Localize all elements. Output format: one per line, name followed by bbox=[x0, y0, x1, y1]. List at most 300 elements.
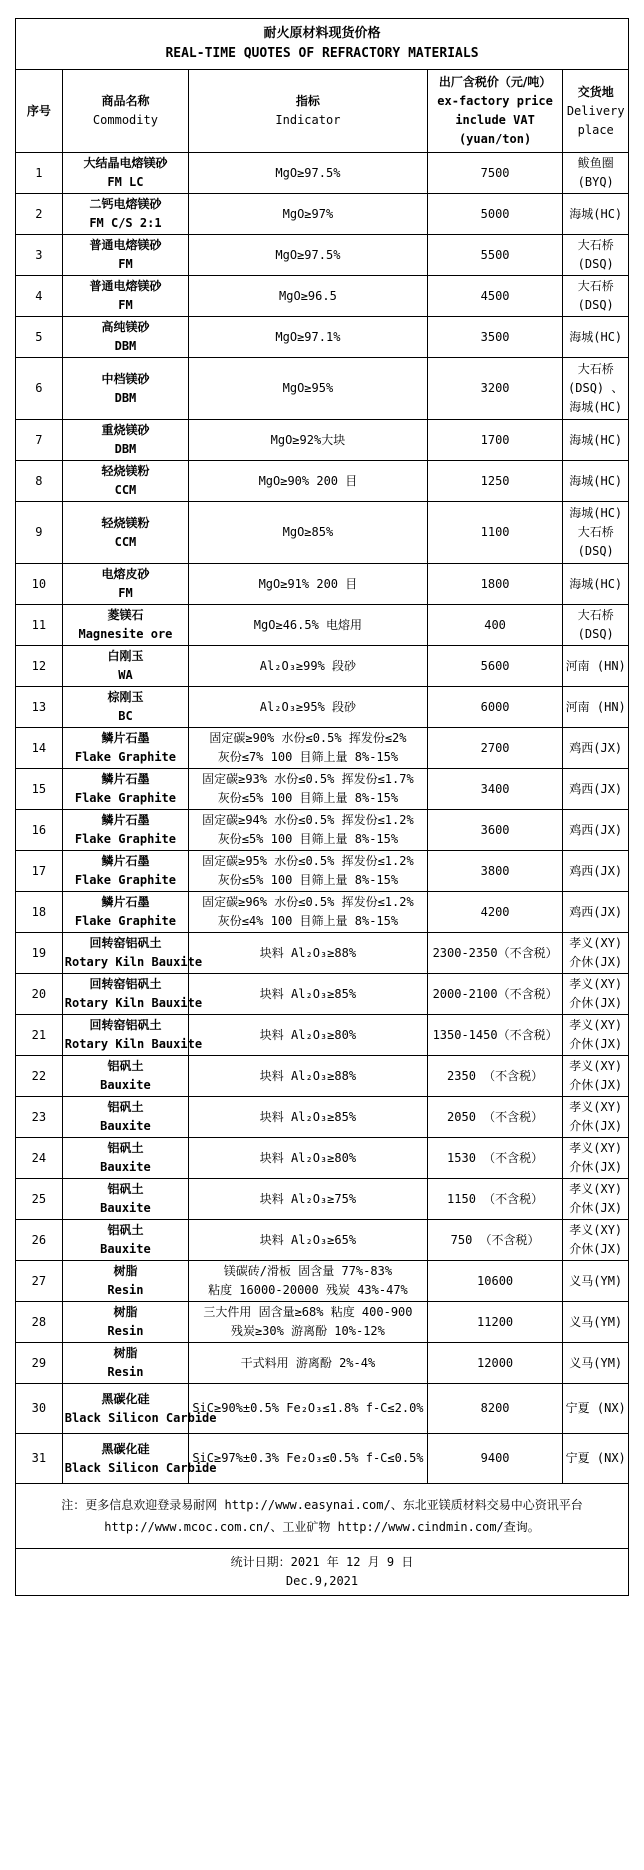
indicator-cell bbox=[189, 1343, 428, 1384]
header-delivery-line: Delivery bbox=[566, 103, 625, 118]
price-cell: 10600 bbox=[427, 1261, 563, 1302]
delivery-place-line: 海城(HC) bbox=[569, 400, 623, 414]
commodity-cell bbox=[62, 810, 188, 851]
indicator-line: 灰份≤4% 100 目筛上量 8%-15% bbox=[217, 914, 399, 928]
delivery-place-cell bbox=[563, 461, 629, 502]
commodity-cell bbox=[62, 461, 188, 502]
indicator-line: MgO≥85% bbox=[282, 525, 334, 539]
indicator-line: 灰份≤7% 100 目筛上量 8%-15% bbox=[217, 750, 399, 764]
indicator-line: 块料 Al₂O₃≥80% bbox=[259, 1150, 357, 1165]
commodity-name-cn: 高纯镁砂 bbox=[101, 320, 150, 334]
indicator-line: MgO≥92%大块 bbox=[270, 432, 346, 447]
row-number: 13 bbox=[16, 687, 63, 728]
delivery-place-line: 宁夏 (NX) bbox=[565, 1451, 626, 1465]
commodity-cell bbox=[62, 974, 203, 1015]
indicator-cell bbox=[189, 502, 428, 564]
delivery-place-line: 义马(YM) bbox=[569, 1273, 623, 1288]
delivery-place-line: 大石桥 bbox=[577, 238, 614, 252]
table-row bbox=[16, 1220, 629, 1261]
commodity-name-cn: 中档镁砂 bbox=[101, 371, 150, 386]
delivery-place-cell bbox=[563, 1384, 629, 1434]
delivery-place-line: 介休(JX) bbox=[569, 1201, 623, 1215]
indicator-cell bbox=[189, 1302, 428, 1343]
delivery-place-line: 大石桥 bbox=[577, 608, 614, 622]
indicator-cell bbox=[189, 1179, 428, 1220]
delivery-place-line: 鸡西(JX) bbox=[569, 863, 623, 878]
price-cell: 1150 （不含税） bbox=[427, 1179, 563, 1220]
row-number: 27 bbox=[16, 1261, 63, 1302]
price-cell: 5500 bbox=[427, 235, 563, 276]
delivery-place-cell bbox=[563, 194, 629, 235]
commodity-cell bbox=[62, 1138, 188, 1179]
table-row bbox=[16, 1261, 629, 1302]
row-number: 29 bbox=[16, 1343, 63, 1384]
delivery-place-line: 宁夏 (NX) bbox=[565, 1401, 626, 1415]
row-number: 31 bbox=[16, 1434, 63, 1484]
title-en: REAL-TIME QUOTES OF REFRACTORY MATERIALS bbox=[165, 46, 479, 61]
indicator-cell bbox=[189, 1138, 428, 1179]
commodity-name-cn: 铝矾土 bbox=[107, 1223, 144, 1237]
indicator-cell bbox=[189, 687, 428, 728]
table-row bbox=[16, 892, 629, 933]
delivery-place-line: 孝义(XY) bbox=[569, 1059, 623, 1073]
indicator-cell bbox=[189, 728, 428, 769]
commodity-name-en: Bauxite bbox=[100, 1242, 151, 1256]
price-cell: 4500 bbox=[427, 276, 563, 317]
commodity-cell bbox=[62, 1179, 188, 1220]
commodity-cell bbox=[62, 687, 188, 728]
price-cell: 5000 bbox=[427, 194, 563, 235]
commodity-cell bbox=[62, 728, 188, 769]
delivery-place-line: 义马(YM) bbox=[569, 1314, 623, 1329]
table-row bbox=[16, 728, 629, 769]
delivery-place-line: 海城(HC) bbox=[569, 206, 623, 221]
indicator-line: 固定碳≥93% 水份≤0.5% 挥发份≤1.7% bbox=[202, 772, 414, 786]
commodity-name-cn: 铝矾土 bbox=[107, 1100, 144, 1114]
commodity-cell bbox=[62, 892, 188, 933]
price-cell: 3800 bbox=[427, 851, 563, 892]
indicator-line: 块料 Al₂O₃≥65% bbox=[259, 1232, 357, 1247]
commodity-cell bbox=[62, 358, 188, 420]
price-cell: 11200 bbox=[427, 1302, 563, 1343]
delivery-place-line: 孝义(XY) bbox=[569, 936, 623, 950]
commodity-name-en: Flake Graphite bbox=[74, 914, 177, 928]
table-row bbox=[16, 646, 629, 687]
commodity-cell bbox=[62, 1261, 188, 1302]
table-row bbox=[16, 1097, 629, 1138]
commodity-name-en: FM LC bbox=[107, 175, 144, 189]
commodity-name-en: Resin bbox=[107, 1324, 144, 1338]
header-commodity bbox=[62, 70, 188, 153]
table-row bbox=[16, 1302, 629, 1343]
delivery-place-line: (DSQ) bbox=[577, 257, 614, 271]
indicator-line: Al₂O₃≥95% 段砂 bbox=[259, 699, 357, 714]
commodity-name-en: DBM bbox=[114, 390, 137, 405]
row-number: 7 bbox=[16, 420, 63, 461]
table-row bbox=[16, 1434, 629, 1484]
price-cell: 8200 bbox=[427, 1384, 563, 1434]
header-commodity-en: Commodity bbox=[92, 113, 158, 127]
table-row bbox=[16, 851, 629, 892]
row-number: 14 bbox=[16, 728, 63, 769]
indicator-cell bbox=[189, 1384, 428, 1434]
delivery-place-line: 鸡西(JX) bbox=[569, 822, 623, 837]
indicator-cell bbox=[189, 358, 428, 420]
commodity-name-en: Resin bbox=[107, 1283, 144, 1297]
header-price-line: include VAT bbox=[455, 113, 535, 127]
commodity-name-cn: 重烧镁砂 bbox=[101, 423, 150, 437]
delivery-place-cell bbox=[563, 646, 629, 687]
delivery-place-line: 孝义(XY) bbox=[569, 1100, 623, 1114]
delivery-place-cell bbox=[563, 153, 629, 194]
indicator-line: MgO≥90% 200 目 bbox=[258, 473, 358, 488]
header-commodity-cn: 商品名称 bbox=[101, 94, 150, 108]
delivery-place-cell bbox=[563, 1302, 629, 1343]
delivery-place-cell bbox=[563, 1138, 629, 1179]
commodity-name-en: Rotary Kiln Bauxite bbox=[64, 996, 203, 1010]
row-number: 15 bbox=[16, 769, 63, 810]
delivery-place-cell bbox=[563, 276, 629, 317]
commodity-name-cn: 鳞片石墨 bbox=[101, 895, 150, 909]
delivery-place-line: 介休(JX) bbox=[569, 1037, 623, 1051]
indicator-cell bbox=[189, 461, 428, 502]
price-cell: 1350-1450（不含税） bbox=[427, 1015, 563, 1056]
delivery-place-line: 海城(HC) bbox=[569, 432, 623, 447]
delivery-place-line: 大石桥 bbox=[577, 362, 614, 376]
row-number: 23 bbox=[16, 1097, 63, 1138]
price-cell: 1700 bbox=[427, 420, 563, 461]
header-indicator-cn: 指标 bbox=[295, 94, 320, 108]
indicator-cell bbox=[189, 892, 428, 933]
commodity-name-cn: 回转窑铝矾土 bbox=[89, 936, 162, 950]
commodity-name-cn: 鳞片石墨 bbox=[101, 854, 150, 868]
price-cell: 3600 bbox=[427, 810, 563, 851]
header-delivery bbox=[563, 70, 629, 153]
commodity-cell bbox=[62, 1015, 203, 1056]
indicator-cell bbox=[189, 1434, 428, 1484]
indicator-cell bbox=[189, 769, 428, 810]
header-indicator bbox=[189, 70, 428, 153]
indicator-cell bbox=[189, 420, 428, 461]
row-number: 21 bbox=[16, 1015, 63, 1056]
delivery-place-line: 河南 (HN) bbox=[565, 658, 626, 673]
delivery-place-line: 鸡西(JX) bbox=[569, 904, 623, 919]
commodity-name-en: Rotary Kiln Bauxite bbox=[64, 955, 203, 969]
price-cell: 1100 bbox=[427, 502, 563, 564]
commodity-name-en: Bauxite bbox=[100, 1160, 151, 1174]
row-number: 6 bbox=[16, 358, 63, 420]
delivery-place-line: 大石桥 bbox=[577, 279, 614, 293]
delivery-place-cell bbox=[563, 1261, 629, 1302]
indicator-line: 三大件用 固含量≥68% 粘度 400-900 bbox=[203, 1305, 413, 1319]
indicator-line: MgO≥97.5% bbox=[275, 165, 341, 180]
table-row bbox=[16, 1343, 629, 1384]
date-en: Dec.9,2021 bbox=[285, 1574, 359, 1588]
row-number: 30 bbox=[16, 1384, 63, 1434]
commodity-name-cn: 普通电熔镁砂 bbox=[89, 238, 162, 252]
delivery-place-cell bbox=[563, 1015, 629, 1056]
price-cell: 2000-2100（不含税） bbox=[427, 974, 563, 1015]
indicator-line: MgO≥91% 200 目 bbox=[258, 576, 358, 591]
row-number: 10 bbox=[16, 564, 63, 605]
delivery-place-cell bbox=[563, 317, 629, 358]
table-row bbox=[16, 810, 629, 851]
indicator-cell bbox=[189, 605, 428, 646]
row-number: 28 bbox=[16, 1302, 63, 1343]
commodity-cell bbox=[62, 1434, 217, 1484]
price-cell: 7500 bbox=[427, 153, 563, 194]
table-row bbox=[16, 687, 629, 728]
commodity-name-cn: 回转窑铝矾土 bbox=[89, 977, 162, 991]
commodity-name-cn: 轻烧镁粉 bbox=[101, 515, 150, 530]
row-number: 4 bbox=[16, 276, 63, 317]
commodity-cell bbox=[62, 1220, 188, 1261]
date-cn: 统计日期：2021 年 12 月 9 日 bbox=[230, 1555, 414, 1569]
commodity-cell bbox=[62, 851, 188, 892]
note-line: http://www.mcoc.com.cn/、工业矿物 http://www.cindmin.com/查询。 bbox=[104, 1520, 540, 1534]
indicator-line: MgO≥97% bbox=[282, 206, 334, 221]
indicator-cell bbox=[189, 153, 428, 194]
indicator-cell bbox=[189, 276, 428, 317]
indicator-line: 灰份≤5% 100 目筛上量 8%-15% bbox=[217, 873, 399, 887]
row-number: 19 bbox=[16, 933, 63, 974]
table-row bbox=[16, 153, 629, 194]
delivery-place-cell bbox=[563, 810, 629, 851]
price-cell: 1800 bbox=[427, 564, 563, 605]
delivery-place-line: 大石桥 bbox=[577, 525, 614, 539]
commodity-name-cn: 大结晶电熔镁砂 bbox=[83, 156, 168, 170]
row-number: 17 bbox=[16, 851, 63, 892]
header-no: 序号 bbox=[16, 70, 63, 153]
commodity-name-cn: 轻烧镁粉 bbox=[101, 464, 150, 478]
commodity-cell bbox=[62, 933, 203, 974]
commodity-name-en: Flake Graphite bbox=[74, 873, 177, 887]
row-number: 12 bbox=[16, 646, 63, 687]
delivery-place-line: 孝义(XY) bbox=[569, 1182, 623, 1196]
commodity-name-en: Resin bbox=[107, 1365, 144, 1379]
commodity-name-cn: 普通电熔镁砂 bbox=[89, 279, 162, 293]
delivery-place-line: (BYQ) bbox=[577, 175, 614, 189]
indicator-line: 块料 Al₂O₃≥80% bbox=[259, 1027, 357, 1042]
indicator-line: SiC≥97%±0.3% Fe₂O₃≤0.5% f-C≤0.5% bbox=[192, 1451, 424, 1465]
row-number: 5 bbox=[16, 317, 63, 358]
notes-row bbox=[16, 1484, 629, 1549]
indicator-cell bbox=[189, 1097, 428, 1138]
commodity-name-cn: 铝矾土 bbox=[107, 1141, 144, 1155]
row-number: 18 bbox=[16, 892, 63, 933]
commodity-name-en: DBM bbox=[114, 442, 137, 456]
commodity-name-en: Bauxite bbox=[100, 1119, 151, 1133]
indicator-line: 块料 Al₂O₃≥88% bbox=[259, 945, 357, 960]
price-cell: 5600 bbox=[427, 646, 563, 687]
indicator-cell bbox=[189, 564, 428, 605]
delivery-place-cell bbox=[563, 564, 629, 605]
delivery-place-line: 孝义(XY) bbox=[569, 1141, 623, 1155]
title-cn: 耐火原材料现货价格 bbox=[263, 26, 381, 41]
row-number: 1 bbox=[16, 153, 63, 194]
delivery-place-cell bbox=[563, 933, 629, 974]
commodity-name-cn: 树脂 bbox=[113, 1346, 138, 1360]
indicator-line: MgO≥97.1% bbox=[275, 329, 341, 344]
price-cell: 3500 bbox=[427, 317, 563, 358]
delivery-place-cell bbox=[563, 728, 629, 769]
notes-cell bbox=[16, 1484, 629, 1549]
delivery-place-cell bbox=[563, 769, 629, 810]
commodity-name-en: FM bbox=[118, 298, 133, 312]
delivery-place-line: 海城(HC) bbox=[569, 329, 623, 344]
delivery-place-line: 海城(HC) bbox=[569, 506, 623, 520]
commodity-cell bbox=[62, 194, 188, 235]
indicator-line: 固定碳≥95% 水份≤0.5% 挥发份≤1.2% bbox=[202, 854, 414, 868]
delivery-place-line: (DSQ) 、 bbox=[568, 381, 624, 395]
commodity-cell bbox=[62, 646, 188, 687]
indicator-line: 固定碳≥96% 水份≤0.5% 挥发份≤1.2% bbox=[202, 895, 414, 909]
header-delivery-line: 交货地 bbox=[577, 84, 614, 99]
note-line: 注：更多信息欢迎登录易耐网 http://www.easynai.com/、东北亚镁质材料交易中心资讯平台 bbox=[61, 1498, 583, 1512]
commodity-name-en: FM bbox=[118, 586, 133, 600]
indicator-cell bbox=[189, 1261, 428, 1302]
table-row bbox=[16, 461, 629, 502]
row-number: 11 bbox=[16, 605, 63, 646]
date-row bbox=[16, 1549, 629, 1596]
price-cell: 400 bbox=[427, 605, 563, 646]
commodity-name-cn: 电熔皮砂 bbox=[101, 567, 150, 581]
indicator-cell bbox=[189, 235, 428, 276]
statistics-date bbox=[16, 1549, 629, 1596]
row-number: 26 bbox=[16, 1220, 63, 1261]
indicator-cell bbox=[189, 974, 428, 1015]
row-number: 20 bbox=[16, 974, 63, 1015]
commodity-name-en: Black Silicon Carbide bbox=[64, 1410, 217, 1425]
table-row bbox=[16, 358, 629, 420]
delivery-place-line: (DSQ) bbox=[577, 298, 614, 312]
indicator-line: MgO≥96.5 bbox=[279, 288, 337, 303]
commodity-name-cn: 鳞片石墨 bbox=[101, 731, 150, 745]
commodity-cell bbox=[62, 235, 188, 276]
commodity-name-en: WA bbox=[118, 668, 133, 682]
table-row bbox=[16, 420, 629, 461]
commodity-cell bbox=[62, 153, 188, 194]
delivery-place-cell bbox=[563, 1220, 629, 1261]
delivery-place-line: 孝义(XY) bbox=[569, 1018, 623, 1032]
indicator-cell bbox=[189, 933, 428, 974]
price-cell: 1250 bbox=[427, 461, 563, 502]
delivery-place-line: 介休(JX) bbox=[569, 1160, 623, 1174]
table-row bbox=[16, 605, 629, 646]
commodity-cell bbox=[62, 605, 188, 646]
indicator-line: 块料 Al₂O₃≥75% bbox=[259, 1191, 357, 1206]
table-title bbox=[16, 19, 629, 70]
indicator-line: 灰份≤5% 100 目筛上量 8%-15% bbox=[217, 791, 399, 805]
row-number: 3 bbox=[16, 235, 63, 276]
commodity-name-en: Bauxite bbox=[100, 1201, 151, 1215]
table-row bbox=[16, 1056, 629, 1097]
price-cell: 6000 bbox=[427, 687, 563, 728]
table-row bbox=[16, 235, 629, 276]
indicator-line: 固定碳≥94% 水份≤0.5% 挥发份≤1.2% bbox=[202, 813, 414, 827]
commodity-cell bbox=[62, 276, 188, 317]
commodity-cell bbox=[62, 564, 188, 605]
header-row bbox=[16, 70, 629, 153]
delivery-place-line: 鸡西(JX) bbox=[569, 781, 623, 796]
delivery-place-line: 鸡西(JX) bbox=[569, 740, 623, 755]
indicator-line: 灰份≤5% 100 目筛上量 8%-15% bbox=[217, 832, 399, 846]
row-number: 25 bbox=[16, 1179, 63, 1220]
commodity-name-en: Rotary Kiln Bauxite bbox=[64, 1037, 203, 1051]
table-row bbox=[16, 502, 629, 564]
header-indicator-en: Indicator bbox=[275, 113, 341, 127]
delivery-place-cell bbox=[563, 1056, 629, 1097]
delivery-place-cell bbox=[563, 687, 629, 728]
header-delivery-line: place bbox=[577, 122, 614, 137]
delivery-place-line: 介休(JX) bbox=[569, 996, 623, 1010]
price-cell: 3400 bbox=[427, 769, 563, 810]
table-row bbox=[16, 1179, 629, 1220]
row-number: 22 bbox=[16, 1056, 63, 1097]
price-cell: 2300-2350（不含税） bbox=[427, 933, 563, 974]
commodity-name-en: Black Silicon Carbide bbox=[64, 1460, 217, 1475]
commodity-name-cn: 鳞片石墨 bbox=[101, 772, 150, 786]
commodity-cell bbox=[62, 769, 188, 810]
commodity-name-cn: 白刚玉 bbox=[107, 649, 144, 663]
delivery-place-line: 河南 (HN) bbox=[565, 699, 626, 714]
delivery-place-line: (DSQ) bbox=[577, 627, 614, 641]
price-table bbox=[15, 18, 629, 1596]
price-cell: 2050 （不含税） bbox=[427, 1097, 563, 1138]
delivery-place-line: 孝义(XY) bbox=[569, 977, 623, 991]
commodity-name-en: DBM bbox=[114, 339, 137, 353]
table-row bbox=[16, 194, 629, 235]
header-price bbox=[427, 70, 563, 153]
indicator-cell bbox=[189, 810, 428, 851]
price-cell: 4200 bbox=[427, 892, 563, 933]
delivery-place-line: (DSQ) bbox=[577, 544, 614, 558]
commodity-cell bbox=[62, 1097, 188, 1138]
commodity-name-en: FM bbox=[118, 257, 133, 271]
commodity-name-en: BC bbox=[118, 709, 133, 723]
delivery-place-line: 介休(JX) bbox=[569, 1078, 623, 1092]
price-cell: 1530 （不含税） bbox=[427, 1138, 563, 1179]
commodity-name-cn: 棕刚玉 bbox=[107, 690, 144, 704]
delivery-place-line: 海城(HC) bbox=[569, 473, 623, 488]
commodity-cell bbox=[62, 1056, 188, 1097]
table-row bbox=[16, 276, 629, 317]
delivery-place-cell bbox=[563, 1434, 629, 1484]
price-cell: 12000 bbox=[427, 1343, 563, 1384]
commodity-cell bbox=[62, 420, 188, 461]
row-number: 2 bbox=[16, 194, 63, 235]
commodity-cell bbox=[62, 1384, 217, 1434]
delivery-place-line: 孝义(XY) bbox=[569, 1223, 623, 1237]
indicator-line: 粘度 16000-20000 残炭 43%-47% bbox=[208, 1283, 408, 1297]
delivery-place-cell bbox=[563, 1179, 629, 1220]
commodity-name-en: Magnesite ore bbox=[78, 627, 173, 641]
table-row bbox=[16, 1384, 629, 1434]
delivery-place-line: 介休(JX) bbox=[569, 955, 623, 969]
commodity-name-cn: 铝矾土 bbox=[107, 1059, 144, 1073]
commodity-cell bbox=[62, 502, 188, 564]
commodity-name-cn: 菱镁石 bbox=[107, 608, 144, 622]
indicator-cell bbox=[189, 646, 428, 687]
commodity-name-cn: 黑碳化硅 bbox=[101, 1441, 150, 1456]
row-number: 9 bbox=[16, 502, 63, 564]
commodity-name-en: Flake Graphite bbox=[74, 832, 177, 846]
indicator-cell bbox=[189, 1015, 428, 1056]
commodity-name-cn: 二钙电熔镁砂 bbox=[89, 197, 162, 211]
price-cell: 9400 bbox=[427, 1434, 563, 1484]
indicator-line: Al₂O₃≥99% 段砂 bbox=[259, 658, 357, 673]
price-cell: 3200 bbox=[427, 358, 563, 420]
